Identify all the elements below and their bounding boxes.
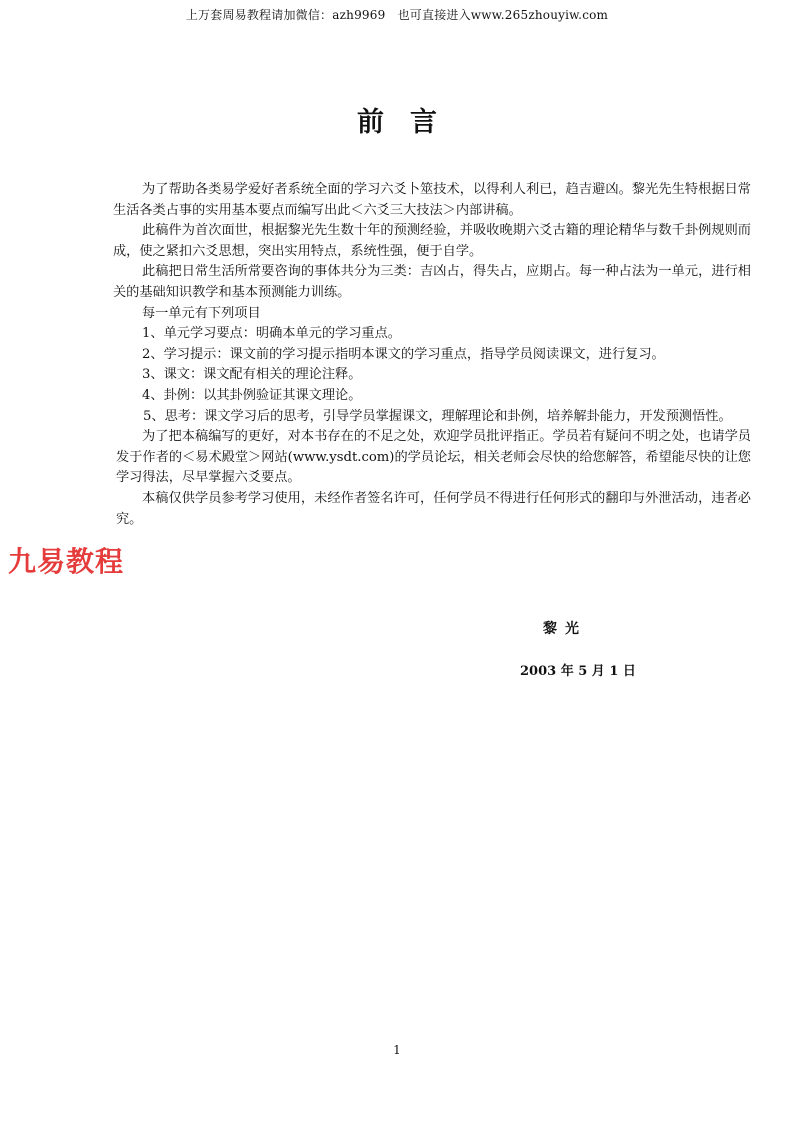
paragraph-copyright: 本稿仅供学员参考学习使用，未经作者签名许可，任何学员不得进行任何形式的翻印与外泄活动，违者必究。 [116,490,751,527]
page-header: 上万套周易教程请加微信：azh9969 也可直接进入www.265zhouyiw.com [185,8,609,22]
list-item: 2、学习提示：课文前的学习提示指明本课文的学习重点，指导学员阅读课文，进行复习。 [142,346,665,362]
document-body [113,180,751,530]
paragraph-origin: 此稿件为首次面世，根据黎光先生数十年的预测经验，并吸收晚期六爻古籍的理论精华与数千卦例规则而成，使之紧扣六爻思想，突出实用特点，系统性强，便于自学。 [113,223,751,259]
paragraph-categories: 此稿把日常生活所常要咨询的事体共分为三类：吉凶占，得失占，应期占。每一种占法为一单元，进行相关的基础知识教学和基本预测能力训练。 [113,264,751,300]
page-number: 1 [393,1043,401,1057]
list-item: 5、思考：课文学习后的思考，引导学员掌握课文，理解理论和卦例，培养解卦能力，开发预测悟性。 [143,408,732,424]
page-title: 前言 [357,107,463,138]
paragraph-intro: 为了帮助各类易学爱好者系统全面的学习六爻卜筮技术，以得利人利已，趋吉避凶。黎光先生特根据日常生活各类占事的实用基本要点而编写出此＜六爻三大技法＞内部讲稿。 [113,182,751,218]
list-item: 3、课文：课文配有相关的理论注释。 [142,367,362,383]
list-item: 4、卦例：以其卦例验证其课文理论。 [142,387,362,403]
signature-date: 2003 年 5 月 1 日 [520,664,636,679]
list-item: 1、单元学习要点：明确本单元的学习重点。 [142,326,401,342]
author-signature: 黎光 [543,621,587,637]
paragraph-feedback: 为了把本稿编写的更好，对本书存在的不足之处，欢迎学员批评指正。学员若有疑问不明之处，也请学员发于作者的＜易术殿堂＞网站(www.ysdt.com)的学员论坛，相关老师会尽快的给您解答，希望能尽快的让您学习得法，尽早掌握六爻要点。 [116,429,751,486]
watermark-logo: 九易教程 [8,545,125,578]
paragraph-units-heading: 每一单元有下列项目 [142,305,261,321]
